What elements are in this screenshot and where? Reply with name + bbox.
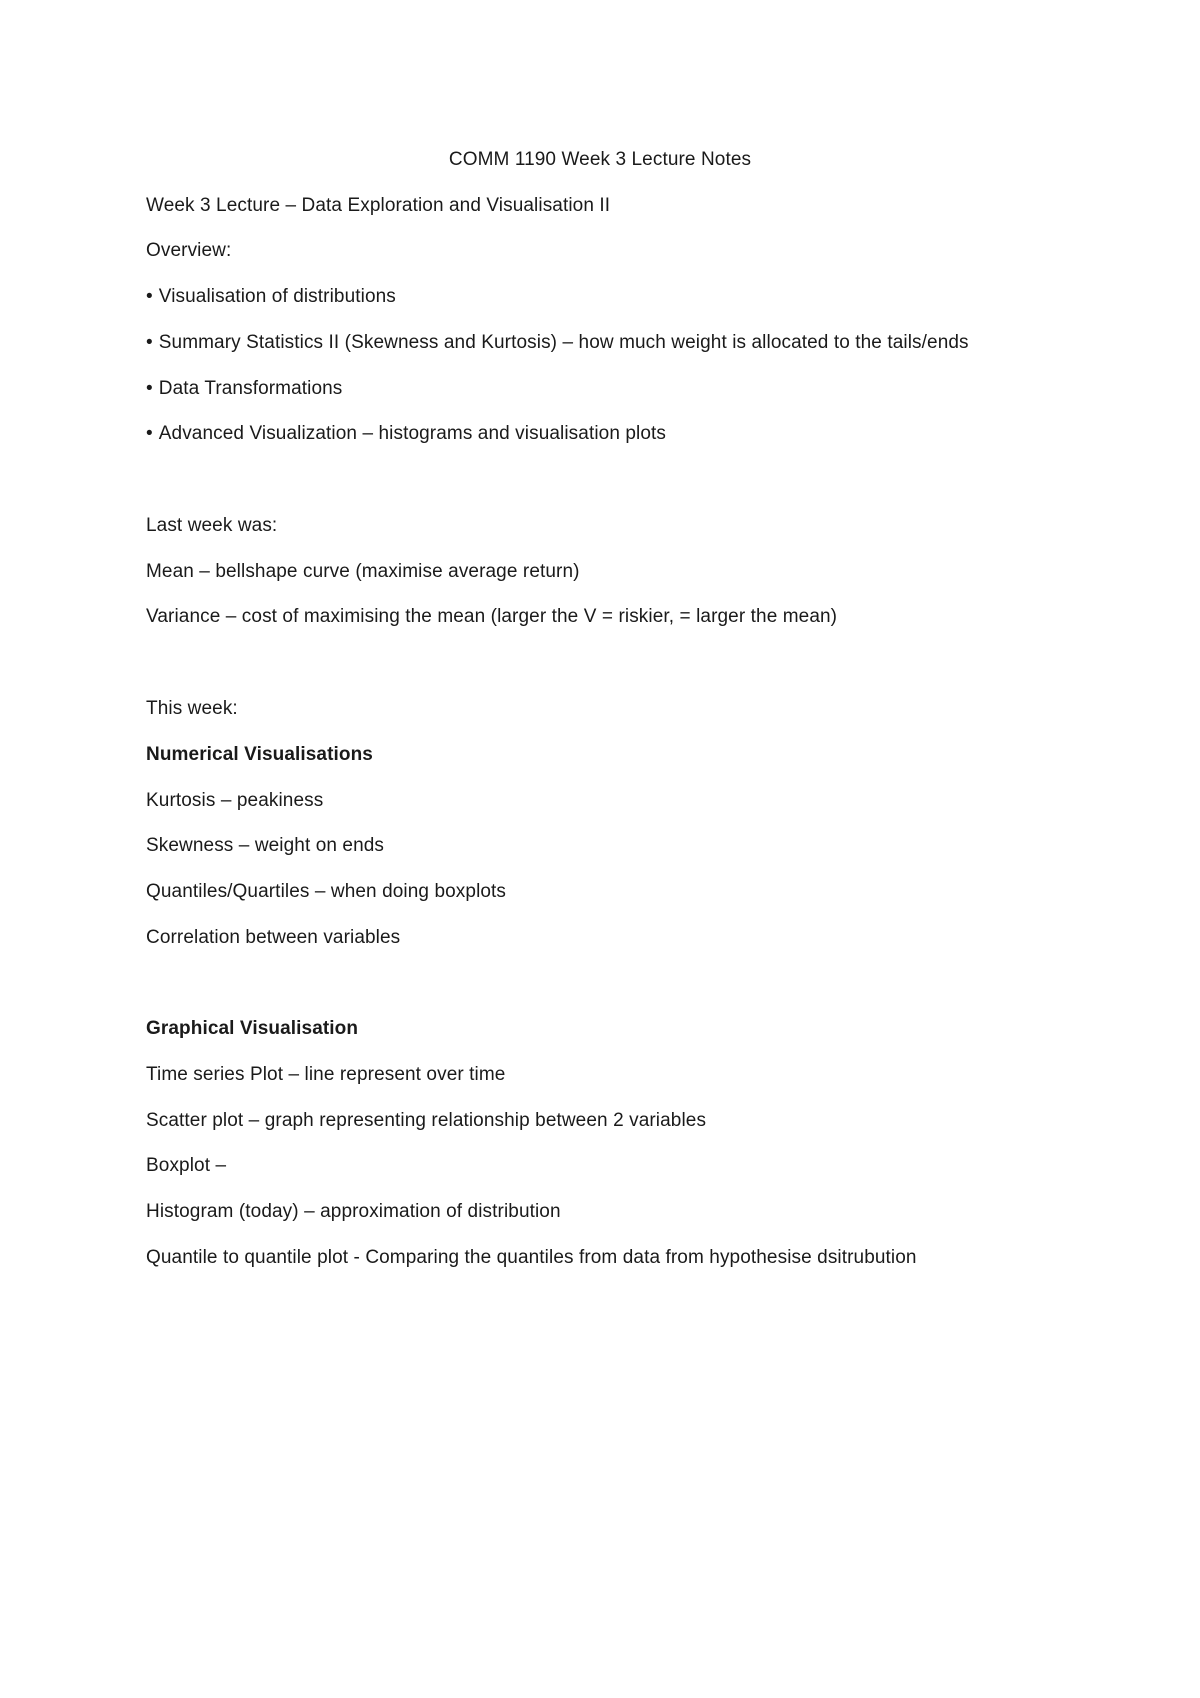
document-title: COMM 1190 Week 3 Lecture Notes bbox=[448, 149, 752, 170]
graphical-line: Quantile to quantile plot - Comparing the quantiles from data from hypothesise dsitrubution bbox=[146, 1247, 917, 1268]
graphical-line: Boxplot – bbox=[146, 1155, 227, 1176]
numerical-line: Skewness – weight on ends bbox=[146, 835, 385, 856]
this-week-heading: This week: bbox=[146, 698, 238, 719]
bullet-icon: • bbox=[146, 423, 153, 444]
last-week-line: Variance – cost of maximising the mean (larger the V = riskier, = larger the mean) bbox=[146, 606, 838, 627]
bullet-icon: • bbox=[146, 332, 153, 353]
numerical-line: Kurtosis – peakiness bbox=[146, 790, 324, 811]
overview-item-text: Visualisation of distributions bbox=[158, 286, 396, 307]
overview-item-text: Advanced Visualization – histograms and visualisation plots bbox=[158, 423, 666, 444]
overview-item bbox=[146, 377, 342, 401]
numerical-heading: Numerical Visualisations bbox=[146, 744, 373, 765]
overview-item-text: Summary Statistics II (Skewness and Kurtosis) – how much weight is allocated to the tails/ends bbox=[158, 332, 969, 353]
overview-item-text: Data Transformations bbox=[158, 378, 343, 399]
overview-heading: Overview: bbox=[146, 240, 232, 261]
overview-item bbox=[146, 331, 969, 355]
graphical-line: Time series Plot – line represent over time bbox=[146, 1064, 506, 1085]
overview-item bbox=[146, 422, 666, 446]
lecture-subtitle: Week 3 Lecture – Data Exploration and Visualisation II bbox=[146, 195, 611, 216]
graphical-line: Histogram (today) – approximation of distribution bbox=[146, 1201, 561, 1222]
last-week-heading: Last week was: bbox=[146, 515, 278, 536]
bullet-icon: • bbox=[146, 378, 153, 399]
bullet-icon: • bbox=[146, 286, 153, 307]
graphical-line: Scatter plot – graph representing relationship between 2 variables bbox=[146, 1110, 707, 1131]
graphical-heading: Graphical Visualisation bbox=[146, 1018, 359, 1039]
overview-item bbox=[146, 285, 396, 309]
numerical-line: Correlation between variables bbox=[146, 927, 401, 948]
numerical-line: Quantiles/Quartiles – when doing boxplots bbox=[146, 881, 507, 902]
last-week-line: Mean – bellshape curve (maximise average return) bbox=[146, 561, 580, 582]
